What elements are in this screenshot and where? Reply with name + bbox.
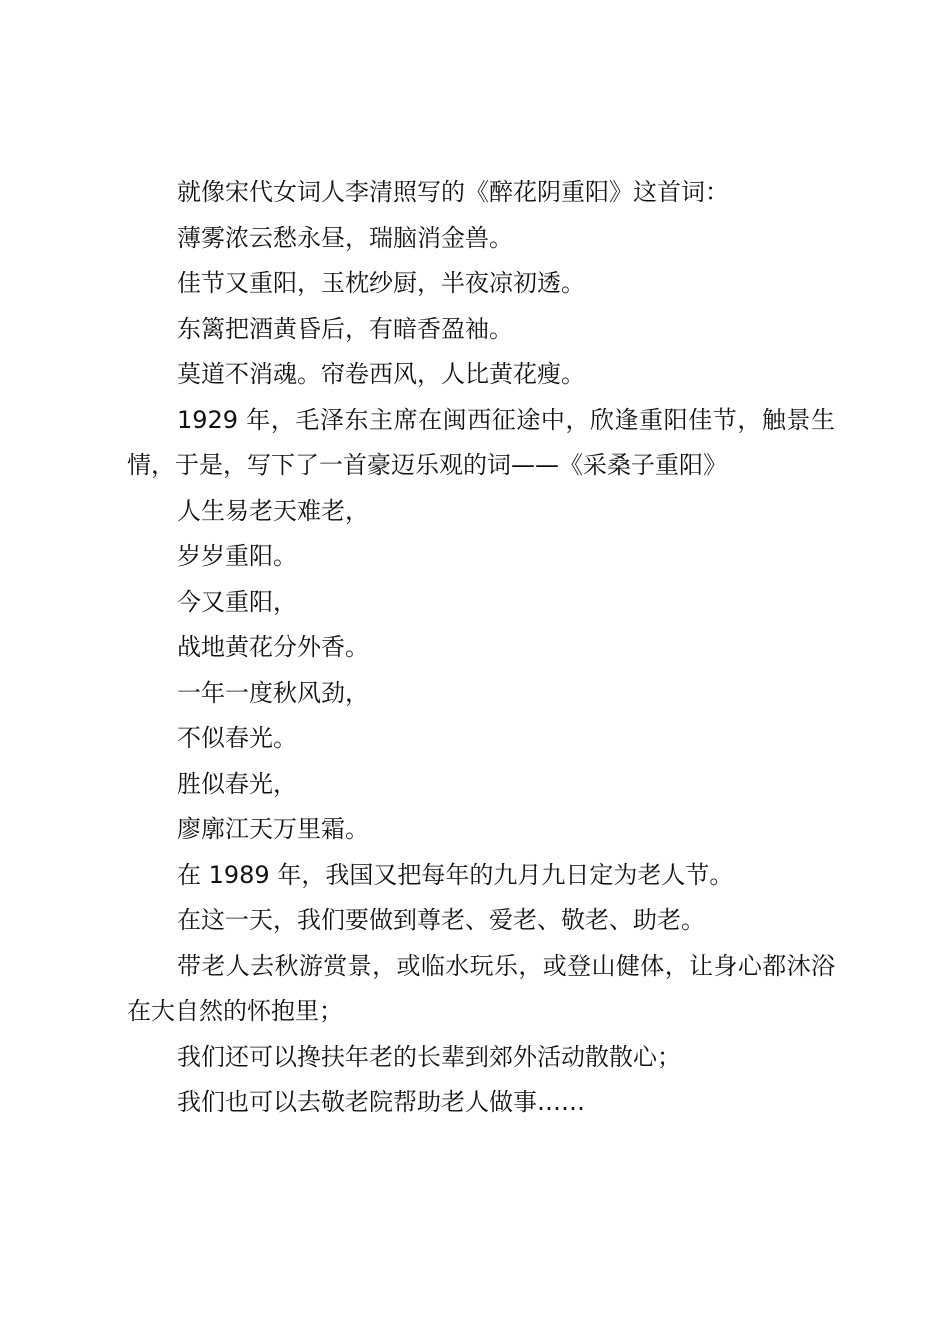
poem-line: 战地黄花分外香。	[177, 633, 369, 661]
document-body	[127, 170, 835, 1126]
poem-line: 莫道不消魂。帘卷西风，人比黄花瘦。	[177, 360, 585, 388]
poem-line: 今又重阳，	[177, 587, 297, 616]
paragraph: 1929 年，毛泽东主席在闽西征途中，欣逢重阳佳节，触景生情，于是，写下了一首豪迈乐观的词——《采桑子重阳》	[127, 405, 835, 479]
poem-line: 不似春光。	[177, 724, 297, 752]
poem-line: 东篱把酒黄昏后，有暗香盈袖。	[177, 314, 513, 343]
paragraph: 就像宋代女词人李清照写的《醉花阴重阳》这首词：	[177, 178, 729, 206]
poem-line: 一年一度秋风劲，	[177, 678, 369, 707]
poem-line: 岁岁重阳。	[177, 542, 297, 570]
paragraph: 我们还可以搀扶年老的长辈到郊外活动散散心；	[177, 1042, 681, 1071]
poem-line: 胜似春光，	[177, 769, 297, 798]
poem-line: 廖廓江天万里霜。	[177, 815, 369, 843]
paragraph: 我们也可以去敬老院帮助老人做事……	[177, 1088, 585, 1116]
poem-line: 薄雾浓云愁永昼，瑞脑消金兽。	[177, 223, 513, 252]
paragraph: 在这一天，我们要做到尊老、爱老、敬老、助老。	[177, 906, 705, 934]
paragraph: 带老人去秋游赏景，或临水玩乐，或登山健体，让身心都沐浴在大自然的怀抱里；	[127, 951, 835, 1025]
paragraph: 在 1989 年，我国又把每年的九月九日定为老人节。	[177, 860, 734, 889]
poem-line: 佳节又重阳，玉枕纱厨，半夜凉初透。	[177, 269, 585, 297]
poem-line: 人生易老天难老，	[177, 496, 369, 525]
